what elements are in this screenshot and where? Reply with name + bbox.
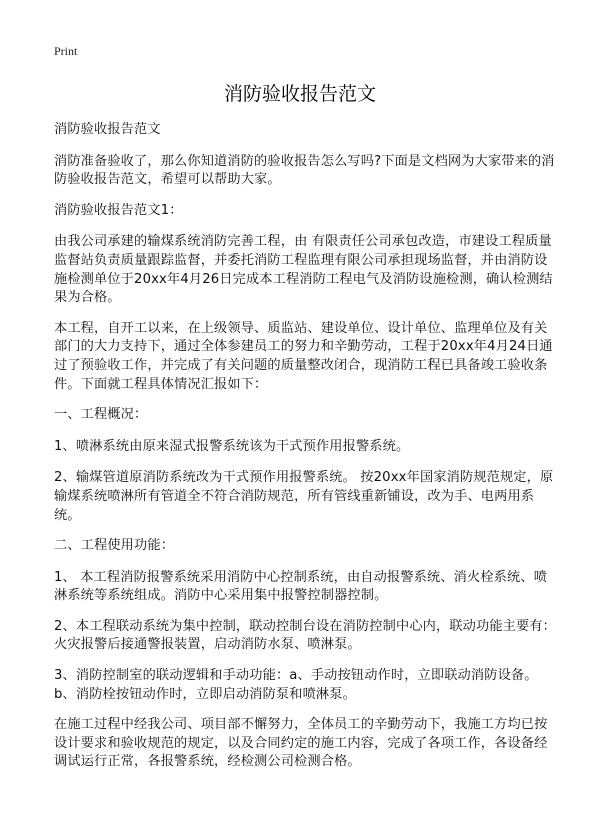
paragraph-project-progress: 本工程，自开工以来，在上级领导、质监站、建设单位、设计单位、监理单位及有关部门的大力支持下，通过全体参建员工的努力和辛勤劳动，工程于20xx年4月24日通过了预验收工作，并完成了有关问题的质量整改闭合，现消防工程已具备竣工验收条件。下面就工程具体情况汇报如下： xyxy=(54,320,553,392)
paragraph-function-item-3: 3、消防控制室的联动逻辑和手动功能：a、手动按钮动作时，立即联动消防设备。b、消防栓按钮动作时，立即启动消防泵和喷淋泵。 xyxy=(54,668,538,702)
section-heading-overview: 一、工程概况： xyxy=(54,407,148,423)
section-heading-functions: 二、工程使用功能： xyxy=(54,538,175,554)
paragraph-function-item-2: 2、本工程联动系统为集中控制，联动控制台设在消防控制中心内，联动功能主要有：火灾报警后接通警报装置，启动消防水泵、喷淋泵。 xyxy=(54,618,557,653)
paragraph-conclusion: 在施工过程中经我公司、项目部不懈努力，全体员工的辛勤劳动下，我施工方均已按设计要求和验收规范的规定，以及合同约定的施工内容，完成了各项工作，各设备经调试运行正常，各报警系统，经检测公司检测合格。 xyxy=(54,717,548,770)
paragraph-overview-item-2: 2、输煤管道原消防系统改为干式预作用报警系统。 按20xx年国家消防规范规定，原输煤系统喷淋所有管道全不符合消防规范，所有管线重新铺设，改为手、电两用系统。 xyxy=(54,470,554,523)
document-title: 消防验收报告范文 xyxy=(223,83,376,105)
paragraph-project-summary: 由我公司承建的输煤系统消防完善工程，由 有限责任公司承包改造，市建设工程质量监督站负责质量跟踪监督，并委托消防工程监理有限公司承担现场监督，并由消防设施检测单位于20xx年4月26日完成本工程消防工程电气及消防设施检测，确认检测结果为合格。 xyxy=(54,234,553,306)
paragraph-intro: 消防准备验收了，那么你知道消防的验收报告怎么写吗?下面是文档网为大家带来的消防验收报告范文，希望可以帮助大家。 xyxy=(54,153,555,188)
paragraph-subtitle: 消防验收报告范文 xyxy=(54,122,161,137)
document-body xyxy=(54,121,558,784)
paragraph-function-item-1: 1、 本工程消防报警系统采用消防中心控制系统，由自动报警系统、消火栓系统、喷淋系统等系统组成。消防中心采用集中报警控制器控制。 xyxy=(54,569,548,604)
print-link[interactable]: Print xyxy=(54,44,78,58)
paragraph-overview-item-1: 1、喷淋系统由原来湿式报警系统该为干式预作用报警系统。 xyxy=(54,438,410,454)
paragraph-sample-heading: 消防验收报告范文1： xyxy=(54,202,183,218)
